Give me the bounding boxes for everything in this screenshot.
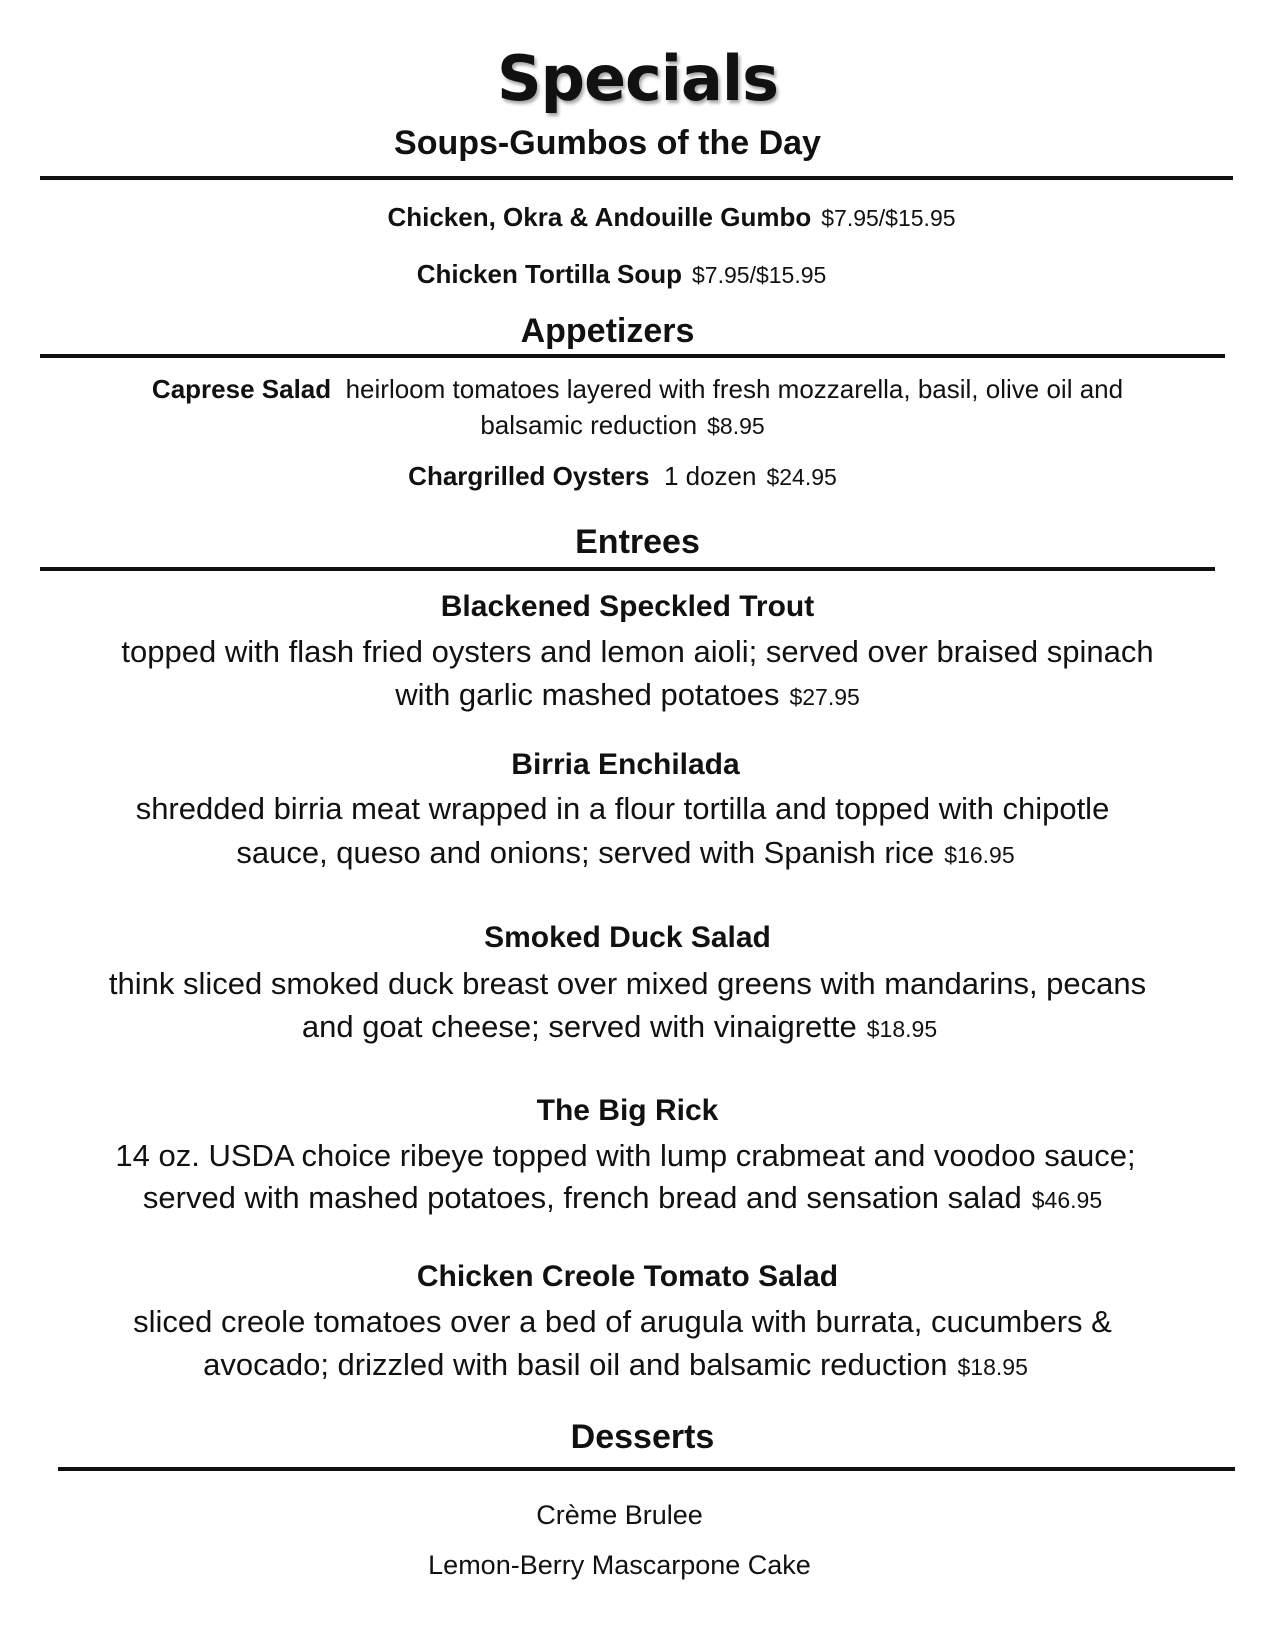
entree-name: Blackened Speckled Trout [440, 590, 815, 623]
entree-price: $16.95 [944, 842, 1015, 868]
entrees-divider [40, 567, 1215, 571]
entree-desc: with garlic mashed potatoes $27.95 [395, 677, 860, 712]
soup-name: Chicken, Okra & Andouille Gumbo [387, 202, 812, 232]
appetizer-desc: heirloom tomatoes layered with fresh mozzarella, basil, olive oil and [345, 374, 1124, 404]
appetizers-divider [40, 354, 1225, 358]
soups-heading: Soups-Gumbos of the Day [394, 124, 821, 162]
entrees-heading: Entrees [575, 523, 700, 561]
appetizer-desc: balsamic reduction [480, 410, 698, 440]
entree-name: Chicken Creole Tomato Salad [416, 1260, 839, 1293]
soup-item [34, 202, 1275, 233]
soup-name: Chicken Tortilla Soup [416, 259, 683, 289]
entree-desc: shredded birria meat wrapped in a flour tortilla and topped with chipotle [135, 791, 1110, 826]
appetizer-name: Caprese Salad [151, 374, 332, 404]
desserts-heading: Desserts [570, 1418, 715, 1456]
entree-name: The Big Rick [536, 1094, 719, 1127]
entree-desc: think sliced smoked duck breast over mixed greens with mandarins, pecans [108, 966, 1147, 1001]
dessert-item: Crème Brulee [536, 1500, 703, 1530]
entree-price: $18.95 [957, 1354, 1028, 1380]
page-title: Specials [496, 42, 779, 115]
appetizer-item [0, 461, 1260, 492]
soup-price: $7.95/$15.95 [821, 205, 956, 231]
appetizers-heading: Appetizers [520, 312, 695, 350]
soup-price: $7.95/$15.95 [692, 262, 827, 288]
entree-price: $18.95 [866, 1016, 938, 1042]
entree-name: Birria Enchilada [511, 748, 740, 781]
soup-item [0, 259, 1259, 290]
entree-name: Smoked Duck Salad [484, 921, 771, 954]
appetizer-desc: 1 dozen [663, 461, 757, 491]
soups-divider [40, 176, 1233, 180]
appetizer-price: $24.95 [766, 464, 837, 490]
entree-desc: served with mashed potatoes, french bread and sensation salad $46.95 [142, 1180, 1103, 1215]
entree-price: $46.95 [1031, 1187, 1103, 1213]
entree-desc: sauce, queso and onions; served with Spanish rice $16.95 [236, 835, 1015, 870]
entree-price: $27.95 [789, 684, 860, 710]
appetizer-price: $8.95 [707, 413, 765, 439]
appetizer-item [0, 374, 1275, 405]
entree-desc: sliced creole tomatoes over a bed of arugula with burrata, cucumbers & [133, 1304, 1112, 1339]
desserts-divider [58, 1467, 1235, 1471]
entree-desc: avocado; drizzled with basil oil and balsamic reduction $18.95 [203, 1347, 1028, 1382]
entree-desc: topped with flash fried oysters and lemon aioli; served over braised spinach [121, 634, 1154, 669]
dessert-item: Lemon-Berry Mascarpone Cake [428, 1550, 811, 1580]
entree-desc: and goat cheese; served with vinaigrette $18.95 [301, 1009, 938, 1044]
appetizer-item-cont [0, 410, 1260, 441]
entree-desc: 14 oz. USDA choice ribeye topped with lump crabmeat and voodoo sauce; [115, 1138, 1136, 1173]
appetizer-name: Chargrilled Oysters [408, 461, 650, 491]
